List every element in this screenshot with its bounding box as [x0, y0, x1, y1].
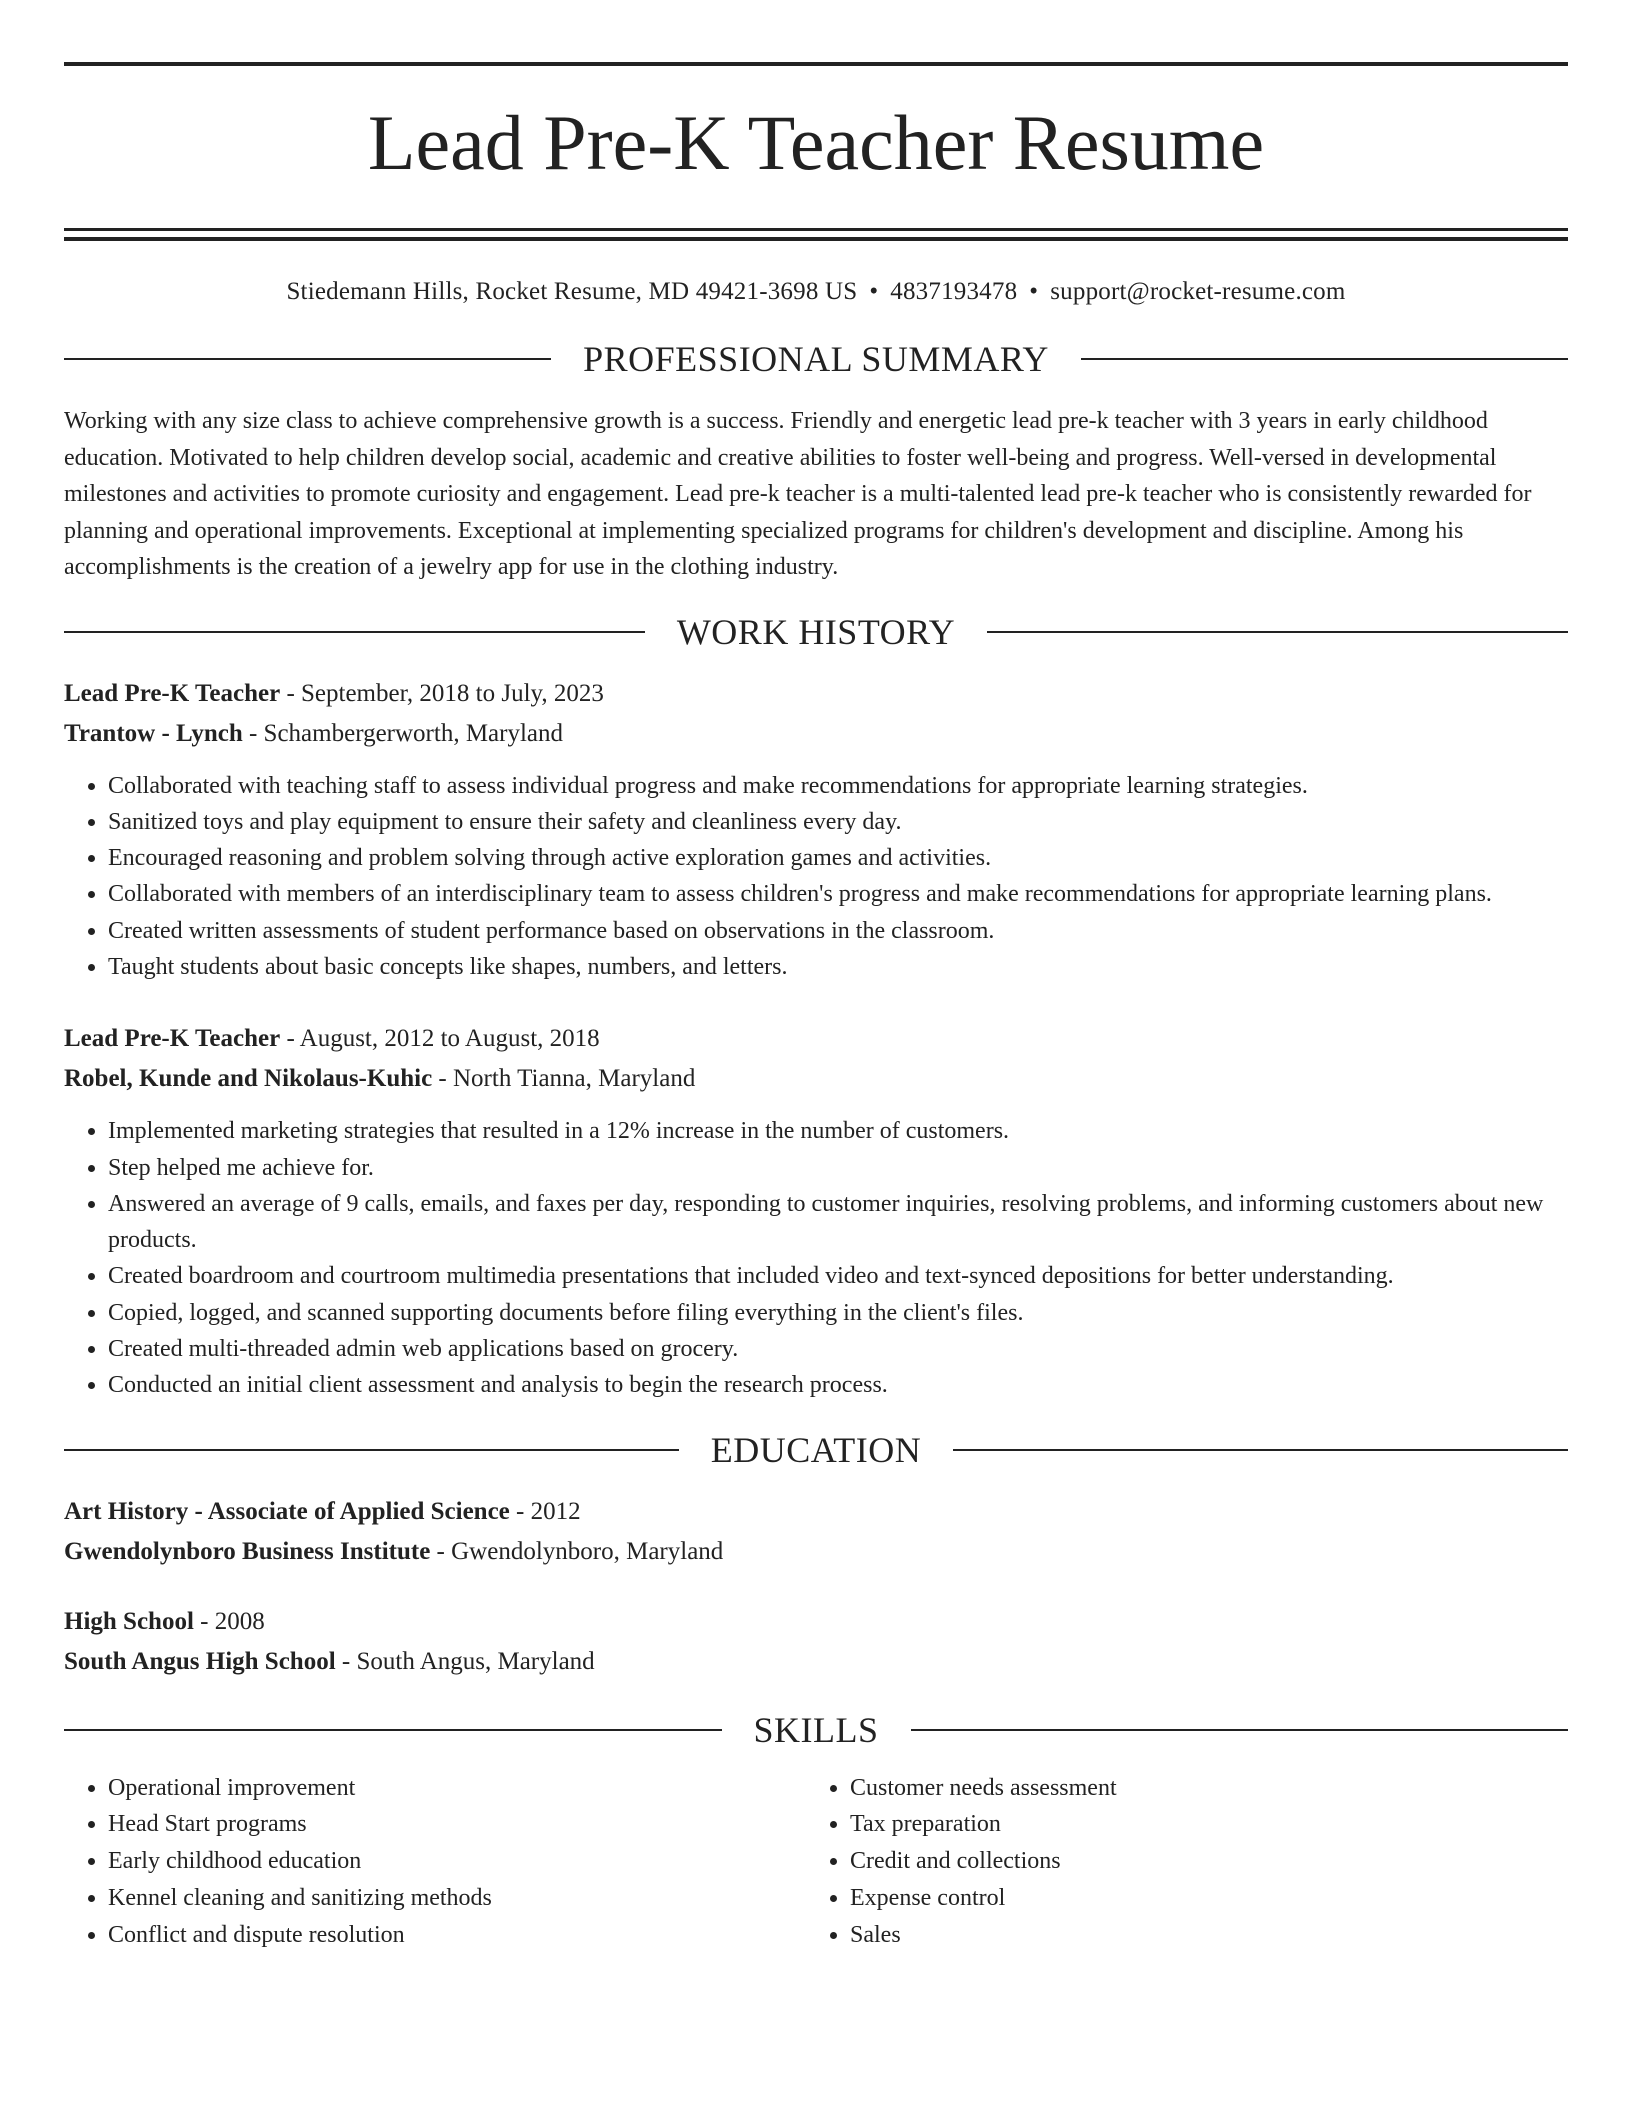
- education-entry: [64, 1602, 1568, 1682]
- section-title: PROFESSIONAL SUMMARY: [583, 339, 1049, 379]
- job-bullet: • Taught students about basic concepts like shapes, numbers, and letters.: [108, 949, 1568, 985]
- job-bullet: • Implemented marketing strategies that resulted in a 12% increase in the number of customers.: [108, 1113, 1568, 1149]
- job-entry: [64, 674, 1568, 986]
- contact-line: [64, 277, 1568, 307]
- skill-item: • Operational improvement: [108, 1770, 806, 1807]
- job-dates: - August, 2012 to August, 2018: [280, 1025, 600, 1053]
- education-location: - Gwendolynboro, Maryland: [430, 1537, 724, 1565]
- top-rule: [64, 62, 1568, 66]
- section-title: EDUCATION: [710, 1429, 922, 1470]
- section-rule: [64, 358, 551, 360]
- job-bullet: • Sanitized toys and play equipment to ensure their safety and cleanliness every day.: [108, 804, 1568, 840]
- education-degree-line: [64, 1492, 1568, 1532]
- education-school-line: [64, 1532, 1568, 1572]
- section-title: SKILLS: [753, 1709, 879, 1750]
- contact-separator: •: [1029, 278, 1039, 305]
- section-rule: [953, 1449, 1568, 1451]
- job-bullet: • Conducted an initial client assessment and analysis to begin the research process.: [108, 1367, 1568, 1403]
- education-year: - 2008: [193, 1607, 265, 1635]
- section-header-skills: [64, 1709, 1568, 1750]
- skills-list-right: [806, 1770, 1548, 1954]
- job-bullets: [64, 768, 1568, 986]
- education-degree: High School: [64, 1607, 194, 1635]
- job-title-line: [64, 1019, 1568, 1059]
- job-bullet: • Created boardroom and courtroom multimedia presentations that included video and text-synced depositions for better understanding.: [108, 1258, 1568, 1294]
- skill-item: • Customer needs assessment: [850, 1770, 1548, 1807]
- job-company: Trantow - Lynch: [64, 719, 243, 747]
- job-title-line: [64, 674, 1568, 714]
- section-rule: [911, 1729, 1569, 1731]
- education-list: [64, 1492, 1568, 1682]
- job-company: Robel, Kunde and Nikolaus-Kuhic: [64, 1065, 433, 1093]
- work-history-list: [64, 674, 1568, 1404]
- job-title: Lead Pre-K Teacher: [64, 1025, 281, 1053]
- skill-item: • Conflict and dispute resolution: [108, 1917, 806, 1954]
- skill-item: • Kennel cleaning and sanitizing methods: [108, 1880, 806, 1917]
- contact-separator: •: [869, 278, 879, 305]
- skill-item: • Expense control: [850, 1880, 1548, 1917]
- resume-page: [64, 62, 1568, 1954]
- title-double-rule: [64, 228, 1568, 241]
- section-rule: [987, 631, 1568, 633]
- job-company-line: [64, 714, 1568, 754]
- skill-item: • Credit and collections: [850, 1843, 1548, 1880]
- job-bullet: • Answered an average of 9 calls, emails, and faxes per day, responding to customer inquiries, resolving problems, and informing customers about new products.: [108, 1186, 1568, 1259]
- job-bullet: • Created multi-threaded admin web applications based on grocery.: [108, 1331, 1568, 1367]
- section-rule: [1081, 358, 1568, 360]
- job-entry: [64, 1019, 1568, 1403]
- education-location: - South Angus, Maryland: [335, 1647, 595, 1675]
- job-bullet: • Collaborated with members of an interdisciplinary team to assess children's progress and make recommendations for appropriate learning plans.: [108, 876, 1568, 912]
- job-location: - Schambergerworth, Maryland: [242, 719, 564, 747]
- section-title: WORK HISTORY: [676, 611, 956, 652]
- job-dates: - September, 2018 to July, 2023: [280, 679, 604, 707]
- education-degree-line: [64, 1602, 1568, 1642]
- skill-item: • Tax preparation: [850, 1806, 1548, 1843]
- skills-columns: [64, 1770, 1568, 1954]
- resume-title: Lead Pre-K Teacher Resume: [367, 99, 1265, 186]
- section-header-summary: [64, 341, 1568, 377]
- contact-address: Stiedemann Hills, Rocket Resume, MD 49421-3698 US: [286, 278, 858, 305]
- education-degree: Art History - Associate of Applied Science: [64, 1497, 510, 1525]
- job-bullet: • Created written assessments of student performance based on observations in the classroom.: [108, 913, 1568, 949]
- job-bullet: • Collaborated with teaching staff to assess individual progress and make recommendations for appropriate learning strategies.: [108, 768, 1568, 804]
- job-company-line: [64, 1059, 1568, 1099]
- education-school: Gwendolynboro Business Institute: [64, 1537, 431, 1565]
- education-school-line: [64, 1642, 1568, 1682]
- job-title: Lead Pre-K Teacher: [64, 679, 281, 707]
- contact-phone: 4837193478: [890, 278, 1018, 305]
- education-year: - 2012: [509, 1497, 581, 1525]
- skill-item: • Early childhood education: [108, 1843, 806, 1880]
- skills-list-left: [64, 1770, 806, 1954]
- section-rule: [64, 631, 645, 633]
- section-header-work-history: [64, 611, 1568, 652]
- section-rule: [64, 1729, 722, 1731]
- education-entry: [64, 1492, 1568, 1572]
- job-location: - North Tianna, Maryland: [432, 1065, 696, 1093]
- skill-item: • Sales: [850, 1917, 1548, 1954]
- education-school: South Angus High School: [64, 1647, 336, 1675]
- job-bullet: • Copied, logged, and scanned supporting documents before filing everything in the client's files.: [108, 1295, 1568, 1331]
- skill-item: • Head Start programs: [108, 1806, 806, 1843]
- job-bullets: [64, 1113, 1568, 1403]
- contact-email: support@rocket-resume.com: [1050, 278, 1346, 305]
- job-bullet: • Encouraged reasoning and problem solving through active exploration games and activities.: [108, 840, 1568, 876]
- summary-paragraph: Working with any size class to achieve comprehensive growth is a success. Friendly and energetic lead pre-k teacher with 3 years in early childhood education. Motivated to help children develop social, academic and creative abilities to foster well-being and progress. Well-versed in developmental milestones and activities to promote curiosity and engagement. Lead pre-k teacher is a multi-talented lead pre-k teacher who is consistently rewarded for planning and operational improvements. Exceptional at implementing specialized programs for children's development and discipline. Among his accomplishments is the creation of a jewelry app for use in the clothing industry.: [64, 408, 1532, 580]
- section-header-education: [64, 1429, 1568, 1470]
- section-rule: [64, 1449, 679, 1451]
- job-bullet: • Step helped me achieve for.: [108, 1150, 1568, 1186]
